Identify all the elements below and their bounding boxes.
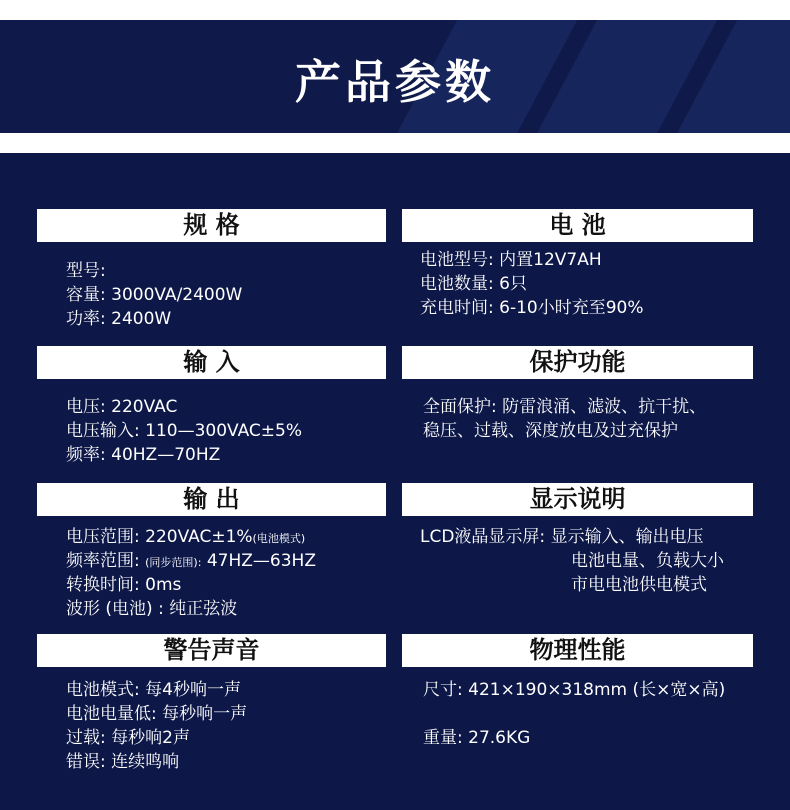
- header-banner: [0, 20, 790, 133]
- input-section-body: [66, 395, 302, 467]
- output-voltage-note: (电池模式): [252, 532, 306, 545]
- battery-section-body: [420, 248, 644, 320]
- spec-capacity: 容量: 3000VA/2400W: [66, 285, 243, 305]
- display-section-body: [420, 525, 724, 597]
- display-line-1: LCD液晶显示屏: 显示输入、输出电压: [420, 527, 704, 547]
- battery-section-title: 电 池: [402, 209, 753, 242]
- battery-count: 电池数量: 6只: [420, 274, 527, 294]
- spec-section-title: 规 格: [37, 209, 386, 242]
- input-voltage: 电压: 220VAC: [66, 397, 178, 417]
- protection-line-2: 稳压、过载、深度放电及过充保护: [423, 421, 678, 441]
- output-frequency: [66, 549, 316, 573]
- spec-power: 功率: 2400W: [66, 309, 172, 329]
- battery-model: 电池型号: 内置12V7AH: [420, 250, 602, 270]
- output-voltage: [66, 525, 316, 549]
- alarm-battery-mode: 电池模式: 每4秒响一声: [66, 680, 241, 700]
- alarm-overload: 过载: 每秒响2声: [66, 728, 190, 748]
- output-frequency-note: (同步范围):: [145, 556, 202, 569]
- display-section-title: 显示说明: [402, 483, 753, 516]
- alarm-low-battery: 电池电量低: 每秒响一声: [66, 704, 248, 724]
- alarm-section-title: 警告声音: [37, 634, 386, 667]
- page-title: 产品参数: [295, 55, 495, 109]
- alarm-error: 错误: 连续鸣响: [66, 752, 180, 772]
- input-section-title: 输 入: [37, 346, 386, 379]
- alarm-section-body: [66, 678, 247, 774]
- output-voltage-label: 电压范围: 220VAC±1%: [66, 527, 253, 547]
- protection-line-1: 全面保护: 防雷浪涌、滤波、抗干扰、: [423, 397, 707, 417]
- physical-weight: 重量: 27.6KG: [423, 728, 531, 748]
- output-waveform: 波形 (电池) : 纯正弦波: [66, 599, 238, 619]
- input-frequency: 频率: 40HZ—70HZ: [66, 445, 221, 465]
- physical-size: 尺寸: 421×190×318mm (长×宽×高): [423, 680, 726, 700]
- physical-section-body: [423, 678, 725, 750]
- physical-section-title: 物理性能: [402, 634, 753, 667]
- protection-section-title: 保护功能: [402, 346, 753, 379]
- output-frequency-value: 47HZ—63HZ: [206, 551, 316, 571]
- protection-section-body: [423, 395, 706, 443]
- display-line-2: 电池电量、负载大小: [571, 551, 724, 571]
- output-section-title: 输 出: [37, 483, 386, 516]
- input-voltage-range: 电压输入: 110—300VAC±5%: [66, 421, 302, 441]
- output-section-body: [66, 525, 316, 621]
- battery-charge-time: 充电时间: 6-10小时充至90%: [420, 298, 644, 318]
- spec-model: 型号:: [66, 261, 106, 281]
- output-frequency-label: 频率范围:: [66, 551, 140, 571]
- spec-section-body: [66, 259, 242, 331]
- output-switch-time: 转换时间: 0ms: [66, 575, 182, 595]
- display-line-3: 市电电池供电模式: [571, 575, 707, 595]
